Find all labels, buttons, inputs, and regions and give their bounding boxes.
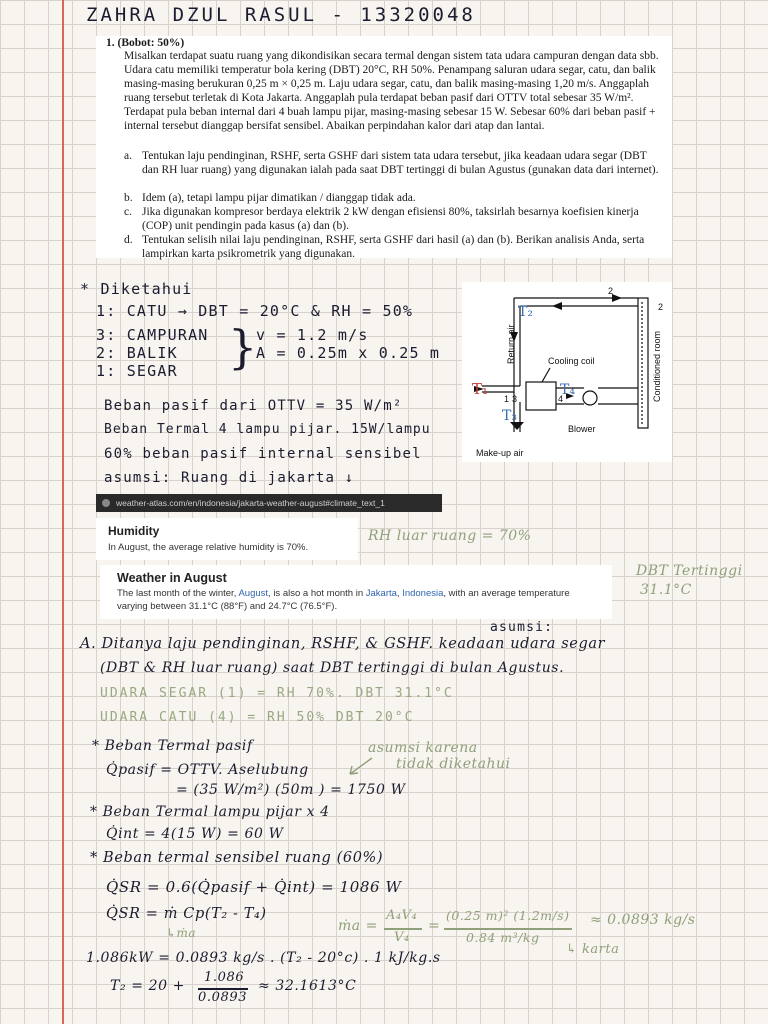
humidity-text: In August, the average relative humidity is 70%. [108,542,309,553]
diagram-label-return-air: Return air [506,324,516,364]
asumsi-note-1: asumsi karena [368,740,478,756]
weather-link-indonesia[interactable]: Indonesia [402,588,444,599]
problem-item-key: b. [124,192,133,204]
student-name-header: ZAHRA DZUL RASUL - 13320048 [86,4,476,26]
humidity-card [96,518,358,560]
diketahui-ottv: Beban pasif dari OTTV = 35 W/m² [104,398,403,414]
diagram-label-t4: T₄ [560,382,575,398]
pasif-equation-1: Q̇pasif = OTTV. Aselubung [106,762,309,778]
weather-title: Weather in August [117,571,227,585]
karta-note: ↳ karta [566,942,620,957]
problem-intro: Misalkan terdapat suatu ruang yang dikondisikan secara termal dengan sistem tata udara campuran dengan data sbb. Udara catu memiliki temperatur bola kering (DBT) 20°C, RH 50%. Penampang saluran udara segar, catu, dan balik masing-masing berukuran 0,25 m × 0,25 m. Laju udara segar, catu, dan balik masing-masing 1,20 m/s. Anggaplah ruang tersebut terletak di Kota Jakarta. Anggaplah pula terdapat beban pasif dari OTTV total sebesar 35 W/m². Terdapat pula beban internal dari 4 buah lampu pijar, masing-masing sebesar 15 W. Sebesar 60% dari beban pasif + internal tersebut dianggap bersifat sensibel. Abaikan perpindahan kalor dari atap dan lantai. [124,50,659,133]
rh-note: RH luar ruang = 70% [368,528,532,544]
asumsi-arrow-icon [346,756,376,778]
mass-flow-lhs: ṁa = [338,918,378,934]
pasif-equation-2: = (35 W/m²) (50m ) = 1750 W [176,782,406,798]
diketahui-balik: 2: BALIK [96,344,178,362]
problem-item-text: Idem (a), tetapi lampu pijar dimatikan / dianggap tidak ada. [142,192,416,204]
weather-text-part: , with an average temperature varying between 31.1°C (88°F) and 24.7°C (76.5°F). [117,588,570,612]
mass-flow-den-1: V₄ [394,930,410,945]
weather-text [117,588,602,613]
diagram-drawing [462,282,672,462]
problem-statement-card [96,36,672,261]
site-icon [102,499,110,507]
lampu-title: * Beban Termal lampu pijar x 4 [90,804,330,820]
diagram-label-cooling-coil: Cooling coil [548,356,595,366]
weather-text-part: , is also a hot month in [268,588,366,599]
asumsi-note-2: tidak diketahui [396,756,511,772]
final-t2-result: ≈ 32.1613°C [258,978,357,994]
diketahui-campuran: 3: CAMPURAN [96,326,209,344]
diketahui-velocity: v = 1.2 m/s [256,326,369,344]
diketahui-segar: 1: SEGAR [96,362,178,380]
diketahui-area: A = 0.25m x 0.25 m [256,344,441,362]
mass-flow-equals: = [428,918,441,934]
notebook-margin-line [62,0,64,1024]
diketahui-title: * Diketahui [80,280,193,298]
diagram-label-3: 3 [512,394,518,404]
dbt-note-value: 31.1°C [640,582,692,598]
udara-catu-line: UDARA CATU (4) = RH 50% DBT 20°C [100,710,415,725]
diketahui-sensibel: 60% beban pasif internal sensibel [104,446,422,462]
question-line-2: (DBT & RH luar ruang) saat DBT tertinggi di bulan Agustus. [100,660,565,676]
udara-segar-line: UDARA SEGAR (1) = RH 70%. DBT 31.1°C [100,686,454,701]
final-t2-num: 1.086 [204,970,245,985]
problem-item-text: Tentukan laju pendinginan, RSHF, serta GSHF dari sistem tata udara tersebut, jika keadaan udara segar (DBT dan RH luar ruang) yang digunakan ialah pada saat DBT tertinggi di bulan Agustus (gunakan data dari internet). [142,150,659,177]
browser-url-bar [96,494,442,512]
mixing-system-diagram [462,282,672,462]
humidity-title: Humidity [108,524,160,538]
problem-item-key: a. [124,150,132,162]
question-line-1: A. Ditanya laju pendinginan, RSHF, & GSHF. keadaan udara segar [80,636,606,652]
mass-flow-result: ≈ 0.0893 kg/s [590,912,696,928]
diagram-label-t2: T₂ [518,304,533,320]
diketahui-lampu: Beban Termal 4 lampu pijar. 15W/lampu [104,422,431,437]
mass-flow-num-1: A₄V₄ [386,908,418,923]
problem-item-text: Tentukan selisih nilai laju pendinginan, RSHF, serta GSHF dari hasil (a) dan (b). Berikan analisis Anda, serta lampirkan karta psikrometrik yang digunakan. [142,234,645,261]
sensibel-title: * Beban termal sensibel ruang (60%) [90,850,384,866]
problem-item-key: d. [124,234,133,246]
mass-flow-num-2: (0.25 m)² (1.2m/s) [446,908,570,923]
final-t2-den: 0.0893 [198,990,248,1005]
mass-flow-den-2: 0.84 m³/kg [466,930,540,945]
diagram-label-conditioned-room: Conditioned room [652,330,662,402]
diagram-label-4: 4 [558,394,564,404]
diagram-label-2-right: 2 [658,302,664,312]
mass-flow-note: ↳ṁa [166,926,197,940]
lampu-equation: Q̇int = 4(15 W) = 60 W [106,826,284,842]
final-equation-1: 1.086kW = 0.0893 kg/s . (T₂ - 20°c) . 1 kJ/kg.s [86,950,441,966]
weather-link-jakarta[interactable]: Jakarta [365,588,397,599]
brace: } [228,320,258,374]
diketahui-catu: 1: CATU → DBT = 20°C & RH = 50% [96,302,414,320]
sensibel-equation-1: Q̇SR = 0.6(Q̇pasif + Q̇int) = 1086 W [106,878,402,896]
problem-heading: 1. (Bobot: 50%) [106,37,185,49]
weather-text-part: , [396,588,403,599]
pasif-title: * Beban Termal pasif [92,738,253,754]
dbt-note-title: DBT Tertinggi [636,563,743,579]
final-t2-lhs: T₂ = 20 + [110,978,185,994]
diagram-label-blower: Blower [568,424,596,434]
weather-text-part: The last month of the winter, [117,588,239,599]
diagram-label-2-top: 2 [608,286,614,296]
sensibel-equation-2: Q̇SR = ṁ Cp(T₂ - T₄) [106,906,267,922]
problem-item-text: Jika digunakan kompresor berdaya elektrik 2 kW dengan efisiensi 80%, taksirlah besarnya koefisien kinerja (COP) unit pendingin pada kasus (a) dan (b). [142,206,639,233]
diketahui-asumsi: asumsi: Ruang di jakarta ↓ [104,470,355,486]
diagram-label-makeup-air: Make-up air [476,448,524,458]
diagram-label-t3: T₃ [502,408,517,424]
weather-link-august[interactable]: August [238,588,269,599]
diagram-label-t1: T₁ [472,380,489,398]
browser-url: weather-atlas.com/en/indonesia/jakarta-weather-august#climate_text_1 [116,498,385,508]
asumsi-label: asumsi: [490,620,554,635]
diagram-label-1: 1 [504,394,510,404]
weather-card [100,565,612,619]
problem-item-key: c. [124,206,132,218]
